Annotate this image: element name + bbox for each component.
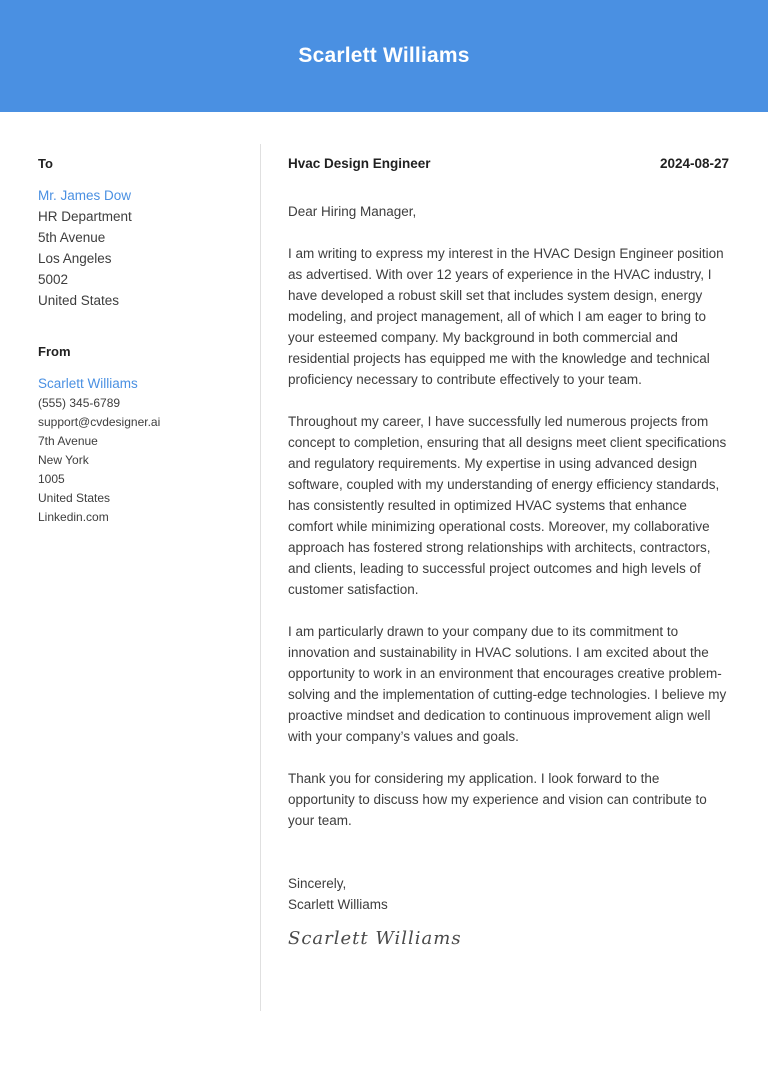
recipient-country: United States [38,293,120,308]
closing-block [288,873,729,949]
paragraph-experience: Throughout my career, I have successfully led numerous projects from concept to completion, ensuring that all designs meet client specifications and regulatory requirements. My expertise in using advanced design software, coupled with my understanding of energy efficiency standards, has consistently resulted in optimized HVAC systems that enhance comfort while minimizing operational costs. Moreover, my collaborative approach has fostered strong relationships with architects, contractors, and clients, leading to successful project outcomes and high levels of customer satisfaction. [288,414,727,597]
letter-body [261,144,768,1011]
sender-zip: 1005 [38,472,65,486]
recipient-zip: 5002 [38,272,69,287]
to-section [38,156,240,311]
header-banner [0,0,768,112]
sender-city: New York [38,453,89,467]
handwritten-signature: Scarlett Williams [288,928,462,949]
recipient-street: 5th Avenue [38,230,106,245]
paragraph-intro: I am writing to express my interest in the HVAC Design Engineer position as advertised. With over 12 years of experience in the HVAC industry, I have developed a robust skill set that includes system design, energy modeling, and project management, all of which I am eager to bring to your esteemed company. My background in both commercial and residential projects has equipped me with the knowledge and technical proficiency necessary to contribute effectively to your team. [288,246,724,387]
signer-name: Scarlett Williams [288,897,388,912]
from-section [38,344,240,527]
recipient-city: Los Angeles [38,251,112,266]
paragraph-motivation: I am particularly drawn to your company due to its commitment to innovation and sustainability in HVAC solutions. I am excited about the opportunity to work in an environment that encourages creative problem-solving and the implementation of cutting-edge technologies. I believe my proactive mindset and dedication to continuous improvement align well with your company’s values and goals. [288,624,727,744]
recipient-name-link[interactable]: Mr. James Dow [38,188,132,203]
sidebar [0,144,260,1011]
letter-date: 2024-08-27 [659,156,729,171]
sender-linkedin: Linkedin.com [38,510,109,524]
letter-meta-row [288,156,729,171]
sender-email: support@cvdesigner.ai [38,415,161,429]
sender-name-link[interactable]: Scarlett Williams [38,376,138,391]
salutation: Dear Hiring Manager, [288,204,417,219]
sender-phone: (555) 345-6789 [38,396,121,410]
recipient-department: HR Department [38,209,132,224]
content-area [0,112,768,1011]
from-heading: From [38,344,71,359]
sender-street: 7th Avenue [38,434,98,448]
job-title: Hvac Design Engineer [288,156,431,171]
to-heading: To [38,156,53,171]
closing-salutation: Sincerely, [288,876,347,891]
page-title: Scarlett Williams [298,44,470,67]
paragraph-thanks: Thank you for considering my application. I look forward to the opportunity to discuss how my experience and vision can contribute to your team. [288,771,707,828]
sender-country: United States [38,491,111,505]
